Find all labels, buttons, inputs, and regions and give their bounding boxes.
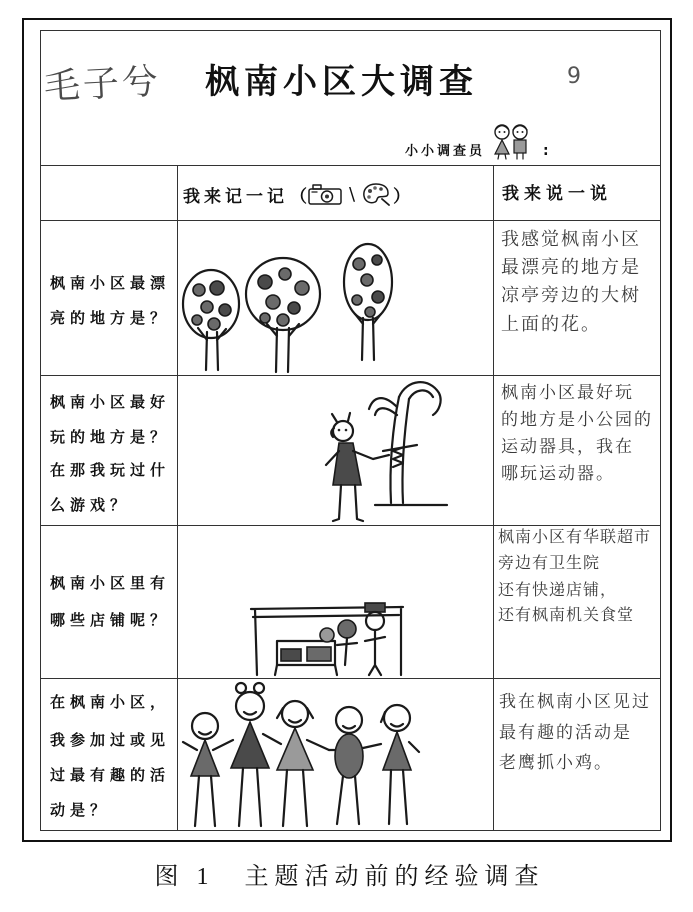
- tree-stroke: [192, 315, 202, 325]
- header-record: [183, 182, 410, 206]
- corner-mark: 9: [567, 64, 581, 89]
- header-close-paren: ）: [393, 186, 411, 207]
- child-figure: [495, 125, 509, 159]
- header-say-label: 我来说一说: [502, 184, 612, 204]
- student-name: 毛子兮: [42, 60, 162, 108]
- question-line: 枫南小区里有: [50, 574, 171, 592]
- question-cell: [40, 525, 177, 678]
- tree-stroke: [210, 281, 224, 295]
- shop-people-stroke: [365, 603, 385, 612]
- palette-icon-stroke: [382, 199, 389, 205]
- child-figure-stroke: [199, 732, 211, 735]
- answer-line: 哪玩运动器。: [501, 464, 615, 484]
- question-line: 玩的地方是？: [50, 428, 171, 446]
- shop-counter-stroke: [275, 665, 337, 675]
- child-figure-stroke: [277, 728, 313, 770]
- header-record-cell: [177, 165, 493, 220]
- palette-icon: [361, 182, 391, 206]
- tree-stroke: [361, 274, 373, 286]
- surveyor-label: 小小调查员: [405, 144, 486, 159]
- sheet-right-rule: [660, 30, 661, 831]
- child-figure-stroke: [383, 732, 411, 770]
- answer-line: 我在枫南小区见过: [499, 692, 651, 712]
- question-cell: [40, 220, 177, 375]
- shop-counter-stroke: [307, 647, 331, 661]
- child-drawing: [177, 525, 493, 678]
- camera-icon-stroke: [325, 195, 329, 199]
- child-figure-stroke: [517, 153, 523, 159]
- table-header-row: [40, 165, 660, 220]
- table-rule: [40, 830, 661, 831]
- two-children-icon: [490, 120, 532, 160]
- tree-stroke: [372, 291, 384, 303]
- answer-line: 枫南小区有华联超市: [498, 527, 652, 546]
- camera-icon-stroke: [313, 185, 321, 189]
- tree-stroke: [279, 268, 291, 280]
- question-cell: [40, 678, 177, 830]
- question-line: 在那我玩过什: [50, 461, 171, 479]
- palette-icon-stroke: [367, 195, 371, 199]
- tree-stroke: [288, 302, 300, 314]
- child-figure: [513, 125, 527, 159]
- header-separator: \: [349, 183, 356, 205]
- shop-people-stroke: [320, 628, 334, 642]
- header-open-paren: （: [290, 186, 307, 207]
- child-figure-stroke: [495, 140, 509, 154]
- answer-cell: [493, 525, 660, 678]
- question-line: 过最有趣的活: [50, 766, 171, 784]
- survey-row-2: [40, 375, 660, 525]
- play-equipment-stroke: [399, 382, 441, 415]
- question-line: 么游戏？: [50, 496, 131, 514]
- surveyor-colon: :: [543, 143, 549, 159]
- child-figure-stroke: [333, 443, 361, 485]
- palette-icon-stroke: [379, 187, 383, 191]
- tree-stroke: [198, 328, 226, 370]
- palette-icon-stroke: [368, 189, 372, 193]
- child-drawing: [177, 375, 493, 525]
- child-figure-stroke: [236, 683, 246, 693]
- play-equipment: [369, 382, 447, 505]
- answer-cell: [493, 220, 660, 375]
- answer-cell: [493, 678, 660, 830]
- shop-counter: [275, 641, 337, 675]
- child-figure: [231, 683, 281, 826]
- tree-stroke: [352, 295, 362, 305]
- header-empty-cell: [40, 165, 177, 220]
- tree-stroke: [266, 295, 280, 309]
- tree-stroke: [208, 318, 220, 330]
- tree-stroke: [267, 324, 299, 372]
- answer-line: 的地方是小公园的: [501, 410, 653, 430]
- child-figure: [381, 705, 419, 824]
- question-line: 亮的地方是？: [50, 309, 171, 327]
- play-equipment-stroke: [383, 445, 417, 451]
- camera-icon: [307, 182, 343, 206]
- question-line: 在枫南小区，: [50, 693, 171, 711]
- tree: [183, 270, 239, 370]
- question-line: 我参加过或见: [50, 731, 171, 749]
- tree-stroke: [365, 307, 375, 317]
- header-say-cell: [493, 165, 660, 220]
- child-figure-stroke: [498, 154, 506, 159]
- question-cell: [40, 375, 177, 525]
- answer-line: 上面的花。: [501, 314, 601, 335]
- survey-row-3: [40, 525, 660, 678]
- child-drawing: [177, 678, 493, 830]
- child-figure-stroke: [345, 429, 348, 432]
- child-figure-stroke: [514, 140, 526, 153]
- child-figure-stroke: [191, 740, 219, 776]
- shop-people-stroke: [365, 630, 385, 675]
- child-figure-stroke: [517, 131, 519, 133]
- tree: [344, 244, 392, 360]
- tree-stroke: [353, 258, 365, 270]
- shop-people-stroke: [338, 620, 356, 638]
- tree-stroke: [372, 255, 382, 265]
- tree-stroke: [201, 301, 213, 313]
- tree-stroke: [258, 275, 272, 289]
- answer-line: 老鹰抓小鸡。: [499, 753, 613, 773]
- tree-stroke: [193, 284, 205, 296]
- child-figure-stroke: [338, 429, 341, 432]
- answer-line: 最有趣的活动是: [499, 723, 632, 743]
- shop-counter-stroke: [281, 649, 301, 661]
- question-line: 枫南小区最漂: [50, 274, 171, 292]
- answer-line: 运动器具，我在: [501, 437, 634, 457]
- answer-line: 还有快递店铺，: [498, 580, 618, 599]
- play-equipment-stroke: [369, 398, 397, 415]
- drawing-cell: [177, 220, 493, 375]
- answer-line: 最漂亮的地方是: [501, 257, 641, 278]
- answer-line: 凉亭旁边的大树: [501, 285, 641, 306]
- header-record-label: 我来记一记: [183, 186, 288, 207]
- answer-line: 还有枫南机关食堂: [498, 605, 635, 624]
- child-figure-stroke: [343, 726, 355, 729]
- palette-icon-stroke: [373, 186, 377, 190]
- child-figure-stroke: [231, 722, 269, 768]
- child-figure-stroke: [335, 734, 363, 778]
- drawing-cell: [177, 678, 493, 830]
- survey-row-4: [40, 678, 660, 830]
- sheet-top-rule: [40, 30, 661, 31]
- child-figure-stroke: [504, 131, 506, 133]
- child-figure-stroke: [499, 131, 501, 133]
- child-figure-stroke: [333, 421, 353, 441]
- worksheet-title: 枫南小区大调查: [205, 62, 478, 102]
- drawing-cell: [177, 375, 493, 525]
- child-figure-stroke: [254, 683, 264, 693]
- answer-line: 我感觉枫南小区: [501, 229, 641, 250]
- question-line: 哪些店铺呢？: [50, 611, 171, 629]
- child-figure: [277, 701, 329, 826]
- figure-caption: 图 1 主题活动前的经验调查: [154, 864, 545, 890]
- question-line: 枫南小区最好: [50, 393, 171, 411]
- answer-line: 旁边有卫生院: [498, 553, 601, 572]
- shop-people-stroke: [337, 638, 357, 665]
- question-line: 动是？: [50, 801, 111, 819]
- child-figure-stroke: [236, 692, 264, 720]
- tree: [246, 258, 320, 372]
- child-figure-stroke: [333, 485, 363, 521]
- survey-row-1: [40, 220, 660, 375]
- answer-cell: [493, 375, 660, 525]
- child-figure: [183, 713, 233, 826]
- child-drawing: [177, 220, 493, 375]
- child-figure: [329, 707, 381, 824]
- child-figure-stroke: [522, 131, 524, 133]
- tree-stroke: [295, 281, 309, 295]
- tree-stroke: [219, 304, 231, 316]
- tree-stroke: [277, 314, 289, 326]
- answer-line: 枫南小区最好玩: [501, 383, 634, 403]
- child-figure-stroke: [244, 712, 256, 715]
- drawing-cell: [177, 525, 493, 678]
- tree-stroke: [260, 313, 270, 323]
